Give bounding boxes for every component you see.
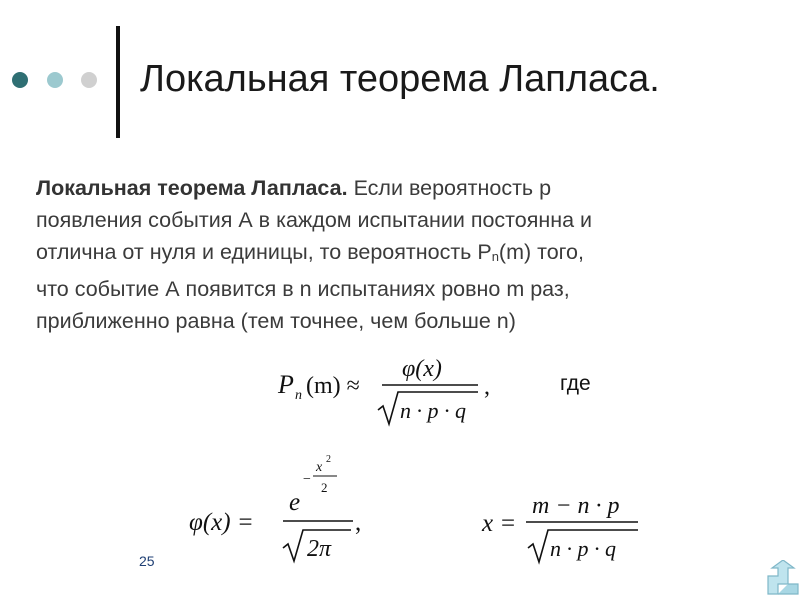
gaussian-density-formula <box>185 448 385 568</box>
formula3-numerator: m − n · p <box>532 493 620 519</box>
formula2-lhs: φ(x) = <box>189 509 254 536</box>
formula1-argument: (m) ≈ <box>306 373 360 399</box>
formula1-denominator: n · p · q <box>400 398 466 423</box>
theorem-text <box>36 172 756 337</box>
body-line-4: что событие А появится в n испытаниях ровно m раз, <box>36 277 570 301</box>
theorem-name: Локальная теорема Лапласа. <box>36 176 348 200</box>
body-line-2: появления события А в каждом испытании постоянна и <box>36 208 593 232</box>
body-line-1-text: Если вероятность p <box>347 176 552 200</box>
dot-light <box>81 72 97 88</box>
body-line-1 <box>36 172 756 204</box>
formula3-lhs: x = <box>482 510 517 537</box>
formula1-P: P <box>278 370 294 399</box>
body-line-3-subscript: n <box>491 249 499 264</box>
body-line-3 <box>36 236 756 273</box>
formula1-subscript: n <box>295 388 302 403</box>
decorative-dots <box>0 0 120 160</box>
slide-title: Локальная теорема Лапласа. <box>140 58 660 100</box>
return-arrow-icon[interactable] <box>766 560 800 596</box>
formula2-denominator: 2π <box>307 536 332 562</box>
body-line-3-tail: (m) того, <box>498 240 584 264</box>
slide-number: 25 <box>139 553 155 569</box>
x-substitution-formula <box>478 488 648 570</box>
dot-dark <box>12 72 28 88</box>
formula2-base: e <box>289 489 301 516</box>
formula3-denominator: n · p · q <box>550 536 616 561</box>
formula2-exp-minus: − <box>303 472 311 487</box>
formula1-numerator: φ(x) <box>402 356 442 382</box>
title-divider <box>116 26 120 138</box>
laplace-formula <box>270 348 510 430</box>
formula2-exp-den: 2 <box>321 480 328 495</box>
dot-medium <box>47 72 63 88</box>
formula2-comma: , <box>355 509 362 536</box>
formula1-comma: , <box>484 374 490 400</box>
body-line-5: приближенно равна (тем точнее, чем больше n) <box>36 309 516 333</box>
where-label: где <box>560 372 591 395</box>
body-line-3-text: отлична от нуля и единицы, то вероятность P <box>36 240 492 264</box>
formula2-exp-x: x <box>316 460 323 475</box>
formula2-exp-power: 2 <box>326 454 331 465</box>
